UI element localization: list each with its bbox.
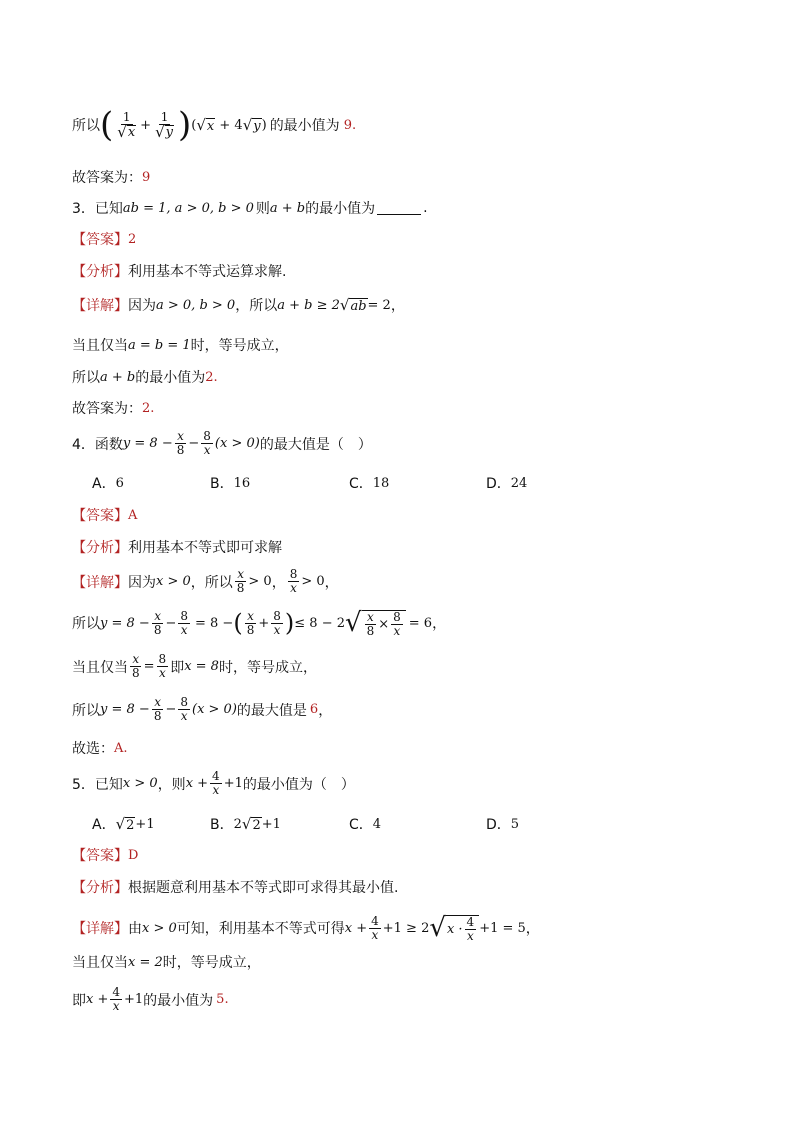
- fraction: $\frac{8}{x}$: [273, 608, 281, 637]
- text: 当且仅当: [72, 955, 128, 971]
- option-c[interactable]: C． 18: [349, 475, 390, 492]
- text: 因为: [128, 574, 156, 591]
- text: 的最小值为（ ）: [242, 776, 355, 793]
- answer-value: 9.: [343, 117, 357, 133]
- right-paren: ): [178, 105, 192, 145]
- text: ，所以: [235, 298, 278, 314]
- options-5: [92, 814, 552, 832]
- final-3: [72, 398, 154, 418]
- math: (x > 0): [192, 702, 237, 717]
- text: 可知，利用基本不等式可得: [176, 921, 345, 937]
- equality-4: [72, 653, 317, 680]
- text: 当且仅当: [72, 659, 128, 676]
- math: x +: [86, 992, 109, 1007]
- text: 所以: [72, 702, 100, 719]
- math: +1: [124, 992, 144, 1007]
- fraction: $\frac{x}{8}$: [132, 652, 140, 680]
- math: a + b: [269, 200, 306, 216]
- text: 4．函数: [72, 436, 123, 453]
- math: x +: [344, 920, 368, 936]
- fraction: $\frac{4}{x}$: [371, 913, 379, 942]
- derivation-4: [72, 608, 446, 638]
- text: 的最小值为: [135, 370, 206, 386]
- sqrt: √ x · $\frac{4}{x}$: [429, 913, 479, 943]
- answer-value: 2.: [142, 400, 155, 416]
- text: 利用基本不等式运算求解.: [128, 264, 287, 280]
- math: ≤ 8 − 2: [294, 615, 345, 631]
- math: y = 8 −: [100, 615, 150, 631]
- text: 因为: [128, 298, 156, 314]
- conclusion-5: [72, 986, 229, 1013]
- answer-4: [72, 505, 137, 525]
- answer-value: 6: [309, 702, 319, 717]
- text: 时，等号成立，: [218, 659, 317, 676]
- math: +1 = 5: [479, 920, 526, 936]
- text: 时，等号成立，: [190, 338, 289, 354]
- sqrt: √ $\frac{x}{8}$ × $\frac{8}{x}$: [345, 608, 406, 638]
- question-5: [72, 770, 355, 797]
- math: = 2: [367, 297, 391, 313]
- fraction: $\frac{8}{x}$: [180, 608, 188, 637]
- math: x > 0: [122, 776, 158, 791]
- text: 当且仅当: [72, 338, 128, 354]
- answer-value: 9: [142, 169, 151, 185]
- math: x +: [185, 776, 209, 791]
- math: a + b ≥ 2: [277, 297, 340, 313]
- line-min-value-9: 所以 ( 1 √ x + 1 √ y ) ( √ x + 4 √ y ) 的最小值为 9.: [72, 105, 357, 145]
- text: ，: [525, 921, 540, 937]
- math: x = 2: [128, 954, 163, 970]
- text: 的最大值是: [236, 702, 307, 719]
- tag-detail: 【详解】: [72, 574, 128, 591]
- text: 故答案为：: [72, 170, 142, 186]
- text: ，则: [157, 776, 186, 793]
- analysis-5: [72, 877, 398, 897]
- fraction: $\frac{4}{x}$: [112, 985, 120, 1013]
- text: 的最大值是（ ）: [259, 436, 372, 453]
- line-answer-9: [72, 167, 150, 187]
- text: 所以: [72, 118, 100, 134]
- fraction: 1 √ y: [155, 109, 173, 141]
- math: x > 0: [156, 574, 191, 589]
- fraction: $\frac{x}{8}$: [246, 608, 255, 637]
- fraction: $\frac{x}{8}$: [153, 608, 162, 637]
- text: 所以: [72, 616, 100, 632]
- answer-value: D: [128, 847, 139, 863]
- choice-4: [72, 738, 128, 758]
- answer-3: [72, 229, 136, 249]
- tag-answer: 【答案】: [72, 232, 128, 248]
- math: a = b = 1: [128, 337, 191, 353]
- equality-3: [72, 335, 289, 355]
- analysis-4: [72, 537, 282, 557]
- fraction: $\frac{x}{8}$: [236, 567, 245, 595]
- text: 5．已知: [72, 776, 123, 793]
- fraction: $\frac{x}{8}$: [153, 695, 162, 723]
- fraction: $\frac{x}{8}$: [176, 429, 185, 457]
- tag-analysis: 【分析】: [72, 264, 128, 280]
- text: 时，等号成立，: [162, 955, 261, 971]
- detail-3: [72, 295, 405, 315]
- text: ，: [318, 702, 333, 719]
- fraction: $\frac{8}{x}$: [203, 429, 211, 457]
- text: ，: [271, 574, 286, 591]
- text: 3．已知: [72, 201, 123, 217]
- answer-value: A: [128, 507, 138, 523]
- tag-answer: 【答案】: [72, 848, 128, 864]
- tag-analysis: 【分析】: [72, 880, 128, 896]
- option-a[interactable]: A． √ 2 +1: [92, 815, 155, 833]
- answer-blank: [377, 202, 421, 215]
- left-paren: (: [100, 105, 114, 145]
- fraction: 1 √ x: [117, 109, 136, 141]
- right-paren: ): [284, 609, 295, 637]
- answer-value: 2: [128, 231, 137, 247]
- math: −: [188, 436, 200, 451]
- math: y = 8 −: [122, 436, 173, 451]
- math: +: [258, 615, 270, 631]
- math: a + b: [100, 369, 136, 385]
- sqrt: √ ab: [339, 296, 367, 314]
- math: x > 0: [142, 920, 177, 936]
- text: 则: [255, 201, 270, 217]
- text: 的最小值为: [305, 201, 376, 217]
- equality-5: [72, 952, 261, 972]
- detail-4: [72, 568, 339, 595]
- text: ，: [324, 574, 339, 591]
- math: ab = 1, a > 0, b > 0: [122, 200, 254, 216]
- math: = 8 −: [195, 615, 234, 631]
- fraction: $\frac{4}{x}$: [212, 769, 220, 797]
- option-a[interactable]: A． 6: [92, 475, 124, 492]
- answer-5: [72, 845, 138, 865]
- math: +1: [223, 776, 243, 791]
- math: > 0: [301, 574, 325, 589]
- option-d[interactable]: D． 5: [486, 816, 520, 833]
- text: 故答案为：: [72, 401, 142, 417]
- math: −: [165, 702, 177, 717]
- math: > 0: [248, 574, 272, 589]
- left-paren: (: [233, 609, 243, 637]
- analysis-3: [72, 261, 286, 281]
- math: = 6: [408, 615, 433, 631]
- text: ，: [390, 298, 405, 314]
- tag-answer: 【答案】: [72, 508, 128, 524]
- options-4: [92, 473, 552, 491]
- question-4: [72, 430, 372, 457]
- answer-value: A.: [114, 740, 128, 756]
- answer-value: 5.: [216, 992, 229, 1007]
- fraction: $\frac{8}{x}$: [180, 695, 188, 723]
- text: 所以: [72, 370, 100, 386]
- text: 由: [128, 921, 142, 937]
- answer-value: 2.: [205, 369, 218, 385]
- conclusion-4: [72, 696, 332, 723]
- math: =: [143, 659, 155, 674]
- math: y = 8 −: [100, 702, 150, 717]
- tag-analysis: 【分析】: [72, 540, 128, 556]
- text: 故选：: [72, 741, 114, 757]
- math: x = 8: [184, 659, 219, 674]
- math: −: [165, 615, 177, 631]
- text: ，: [432, 616, 447, 632]
- text: 即: [72, 992, 86, 1009]
- fraction: $\frac{8}{x}$: [289, 567, 298, 595]
- math: a > 0, b > 0: [156, 297, 236, 313]
- text: 即: [170, 659, 185, 676]
- text: 根据题意利用基本不等式即可求得其最小值.: [128, 880, 399, 896]
- option-c[interactable]: C． 4: [349, 816, 382, 833]
- fraction: $\frac{8}{x}$: [158, 652, 167, 680]
- conclusion-3: [72, 367, 218, 387]
- text: 利用基本不等式即可求解: [128, 540, 282, 556]
- math: +1 ≥ 2: [382, 920, 430, 936]
- tag-detail: 【详解】: [72, 298, 128, 314]
- math: (x > 0): [214, 436, 260, 451]
- detail-5: [72, 913, 540, 943]
- question-3: [72, 198, 428, 218]
- option-b[interactable]: B． 16: [210, 475, 251, 492]
- option-d[interactable]: D． 24: [486, 475, 528, 492]
- option-b[interactable]: B． 2 √ 2 +1: [210, 815, 281, 833]
- tag-detail: 【详解】: [72, 921, 128, 937]
- text: .: [423, 200, 428, 216]
- text: 的最小值为: [269, 118, 340, 134]
- text: ，所以: [190, 574, 233, 591]
- text: 的最小值为: [143, 992, 214, 1009]
